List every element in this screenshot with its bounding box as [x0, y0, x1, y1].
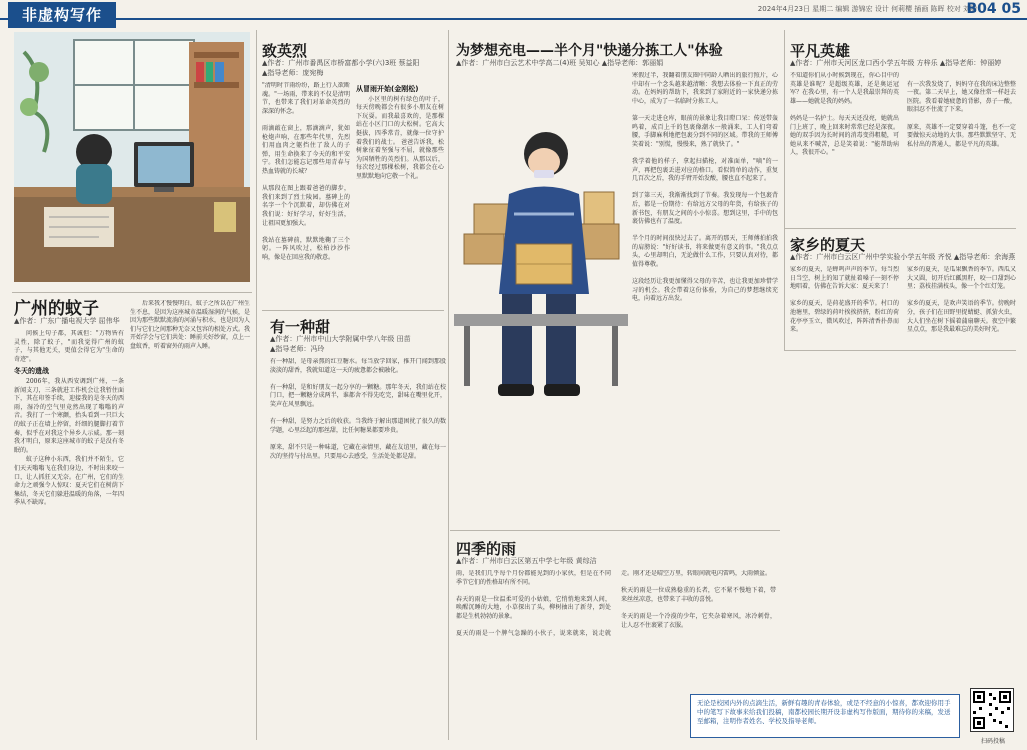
article-ordinary-byline: ▲作者：广州市天河区龙口西小学五年级 方梓乐 ▲指导老师：钟丽婷: [790, 59, 1002, 67]
desk-window-drawing: [14, 32, 250, 282]
article-heroes-byline: ▲作者：广州市番禺区市桥富都小学(六)3班 蔡益阳 ▲指导老师：庞宛梅: [262, 59, 420, 77]
article-summer-byline: ▲作者：广州市白云区广州中学实验小学五年级 齐悦 ▲指导老师：余海燕: [790, 253, 1016, 261]
article-heroes-col2: [356, 82, 444, 308]
article-mosquito-title: 广州的蚊子: [14, 299, 99, 319]
article-sweet-byline: ▲作者：广州市中山大学附属中学八年级 田苗 ▲指导老师：冯玲: [270, 335, 411, 353]
submission-notice: 无论是校园内外的点滴生活，新鲜有趣的青春体验，或是不经意的小惊喜，都欢迎你用手中的笔写下故事来给我们投稿，南都校园长期开设非虚构写作版面，期待你的来稿，发送至邮箱，注明作者姓名、学校及指导老师。: [690, 694, 960, 738]
article-mosquito-subheading: 冬天的遗战: [14, 367, 49, 376]
page-number: B04 05: [966, 1, 1021, 17]
article-summer-body: 家乡的夏天，是蝉鸣声声的季节。每当烈日当空，树上的知了就扯着嗓子一刻不停地唱着，仿佛在告诉大家：夏天来了！ 家乡的夏天，是荷花盛开的季节。村口的池塘里，碧绿的荷叶挨挨挤挤，粉红的荷花亭亭玉立，微风吹过，阵阵清香扑鼻而来。 家乡的夏天，是瓜果飘香的季节。西瓜又大又圆，切开后红瓤黑籽，咬一口甜到心里；荔枝挂满枝头，像一个个红灯笼。 家乡的夏天，是欢声笑语的季节。傍晚时分，孩子们在田野里捉蜻蜓、抓萤火虫，大人们坐在树下摇着蒲扇聊天。夜空中繁星点点，那是我最难忘的美好时光。: [790, 266, 1016, 334]
article-mosquito-para2: 蚊子这种小东西，我们并不陌生，它们天天嗡嗡飞在我们身边，不时出来咬一口，让人抓狂又无奈。在广州，它们的生命力之顽强令人惊叹：夏天它们在树荫下集结，冬天它们躲进温暖的角落，一年四季从不缺席。: [14, 456, 124, 507]
qr-label: 扫码投稿: [980, 738, 1005, 745]
article-heroes-col1: "清明时节雨纷纷，路上行人欲断魂。"一场雨，带来的不仅是清明节，也带来了我们对革命英烈的深深的怀念。 雨滴敲在窗上，那滴滴声，犹如枪炮声响，在那些年代里，先烈们用血肉之躯挡住了敌人的子弹，用生命换来了今天的和平安宁。我们怎能忘记那些用青春与热血铸就的长城？ 从那段在图上跟着爸爸的脚步，我们来到了烈士陵园。墓碑上的名字一个个沉默着，却仿佛在对我们说：好好学习，好好生活，让祖国更加强大。 我站在墓碑前，默默地鞠了三个躬。一阵风吹过，松柏沙沙作响，像是在回应我的敬意。: [262, 82, 350, 261]
article-rain-byline: ▲作者：广州市白云区第五中学七年级 黄综洁: [456, 557, 597, 565]
qr-code-icon: [971, 689, 1013, 731]
article-sweet-title: 有一种甜: [270, 318, 331, 336]
article-mosquito-lead: 问候上句子都，其诚但："万物皆有灵性，除了蚊子，"而我觉得广州的蚊子，与其他无关，更值会得它为"生命的奇迹"。: [14, 330, 124, 363]
article-heroes-title: 致英烈: [262, 42, 308, 60]
article-rain-body: 雨，是我们几乎每个月份都能见到的小家伙，但是在不同季节它们的性格却有所不同。 春天的雨是一位温柔可爱的小姑娘，它悄悄地来到人间，唤醒沉睡的大地，小草探出了头，柳树抽出了新芽，到处都是生机勃勃的景象。 夏天的雨是一个脾气急躁的小伙子，说来就来，说走就走。刚才还是晴空万里，转眼间就电闪雷鸣，大雨倾盆。 秋天的雨是一位成熟稳重的长者，它不紧不慢地下着，带来丝丝凉意，也带来了丰收的喜悦。 冬天的雨是一个冷漠的少年，它夹杂着寒风，冰冷刺骨，让人忍不住裹紧了衣服。: [456, 570, 776, 638]
article-sweet-body: 有一种甜，是母亲熬的红豆糖水。每当放学回家，推开门闻到那股淡淡的甜香，我就知道这一天的疲惫都会被融化。 有一种甜，是和好朋友一起分享的一颗糖。那年冬天，我们站在校门口，把一颗糖分成两半，谁都舍不得先吃完，甜味在嘴里化开，笑声在风里飘远。 有一种甜，是努力之后的收获。当我终于解出那道困扰了很久的数学题，心里泛起的那丝甜，比任何糖果都要珍贵。 原来，甜不只是一种味道，它藏在亲情里，藏在友谊里，藏在每一次的坚持与付出里。只要用心去感受，生活处处都是甜。: [270, 358, 446, 460]
article-mosquito-col2: [130, 300, 250, 740]
courier-worker-drawing: [454, 84, 628, 424]
article-mosquito-para3: 后来我才慢慢明白，蚊子之所以在广州生生不息，是因为这座城市温暖湿润的气候，是因为那些默默流淌的河涌与积水，也是因为人们与它们之间那种无奈又包容的相处方式。我开始学会与它们共处：睡前关好纱窗，点上一盘蚊香，听着窗外的雨声入睡。: [130, 300, 250, 350]
article-mosquito-para1: 2006年，我从西安调到广州，一条新闻支刀，三条就进工作机会让我暂住面下，其在印签手续，迎接我的是冬天的西雨，湿冷的空气里竟然出现了嗡嗡的声音。我打了一个寒颤，抬头看到一只巨大的蚊子正在墙上停留，纤细的腿脚打着节奏，似乎在对我这个异乡人示威。那一刻我才明白，原来这座城市的蚊子是没有冬眠的。: [14, 377, 124, 454]
article-ordinary-title: 平凡英雄: [790, 42, 851, 60]
article-mosquito-byline: ▲作者：广东广播电视大学 屈伟华: [14, 317, 120, 325]
desk-window-illustration: [14, 32, 250, 282]
page-meta: 2024年4月23日 星期二 编辑 游锦宏 设计 何莉樱 插画 陈晖 校对 刘腾: [757, 5, 977, 13]
article-ordinary-body: 不知道你们从小时候到现在，你心目中的英雄是谁呢？是超级英雄，还是奥运冠军？在我心里，有一个人是我最崇拜的英雄——她就是我的妈妈。 妈妈是一名护士。每天天还没亮，她就出门上班了，晚上回来时常常已经是深夜。她的双手因为长时间的消毒变得粗糙，可她从来不喊苦，总是笑着说："能帮助病人，我很开心。" 有一次我发烧了，妈妈守在我的床边整整一夜。第二天早上，她又像往常一样赶去医院。我看着她疲惫的背影，鼻子一酸，眼泪忍不住流了下来。 原来，英雄不一定要穿着斗篷，也不一定要做惊天动地的大事。那些默默坚守、无私付出的普通人，都是平凡的英雄。: [790, 72, 1016, 157]
article-heroes-subheading: 从冒雨开始(金刚松): [356, 85, 419, 93]
article-mosquito-col1: [14, 330, 124, 740]
article-heroes-para: 小区里的树有绿色的叶子，每天傍晚都会有很多小朋友在树下玩耍。而我最喜欢的，是那棵站在小区门口的大松树。它高大挺拔，四季常青，就像一位守护着我们的战士。 爸爸告诉我，松树象征着坚强与不屈，就像那些为国牺牲的英烈们。从那以后，每次经过那棵松树，我都会在心里默默地向它敬一个礼。: [356, 95, 444, 180]
section-tab: 非虚构写作: [8, 2, 116, 28]
article-rain-title: 四季的雨: [456, 540, 517, 558]
article-courier-title: 为梦想充电——半个月"快递分拣工人"体验: [456, 43, 723, 59]
article-summer-title: 家乡的夏天: [790, 236, 866, 254]
qr-code[interactable]: [970, 688, 1014, 732]
article-courier-byline: ▲作者：广州市白云艺术中学高二(4)班 吴知心 ▲指导老师：郭丽娟: [456, 59, 664, 67]
article-courier-body: 寒假过半，我翻着朋友圈中同龄人晒出的旅行照片，心中却有一个念头越来越清晰：我想去体验一下真正的劳动。在妈妈的帮助下，我来到了家附近的一家快递分拣中心，成为了一名临时分拣工人。 第一天走进仓库，眼前的景象让我目瞪口呆：传送带轰鸣着，成百上千的包裹像潮水一般涌来，工人们弯着腰，手脚麻利地把包裹分到不同的区域。带我的王师傅笑着说："别慌，慢慢来，熟了就快了。" 我学着他的样子，拿起扫描枪，对准面单，"嘀"的一声，再把包裹丢进对应的格口。看似简单的动作，重复几百次之后，我的手臂开始发酸，腰也直不起来了。 到了第三天，我渐渐找到了节奏。我发现每一个包裹背后，都是一份期待：有给远方父母的年货，有给孩子的新书包，有朋友之间的小小惊喜。想到这里，手中的包裹仿佛也有了温度。 半个月的时间很快过去了。离开的那天，王师傅拍拍我的肩膀说："好好读书，将来做更有意义的事。"我点点头，心里却明白，无论做什么工作，只要认真对待，都值得尊敬。 这段经历让我更加懂得父母的辛苦，也让我更加珍惜学习的机会。我会带着这份体验，为自己的梦想继续充电，向着远方出发。: [632, 72, 778, 303]
courier-worker-illustration: [454, 84, 628, 424]
